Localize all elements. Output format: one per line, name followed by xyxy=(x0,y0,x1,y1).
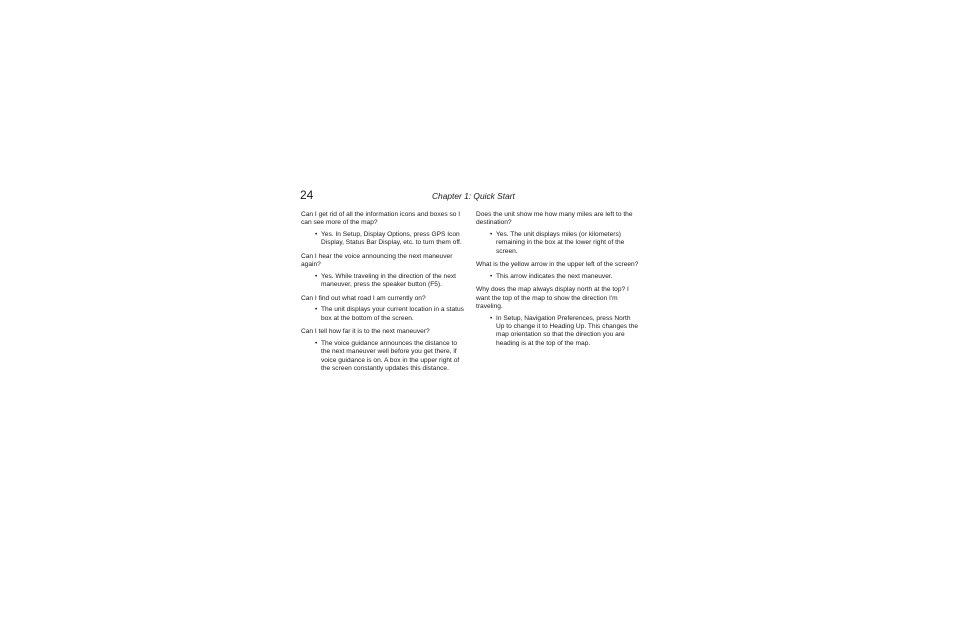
page-number: 24 xyxy=(300,188,314,202)
bullet-icon: • xyxy=(315,272,318,280)
faq-answer xyxy=(301,273,465,290)
bullet-icon: • xyxy=(315,339,318,347)
faq-answer-text: Yes. While traveling in the direction of the next maneuver, press the speaker button (F5). xyxy=(321,272,457,289)
bullet-icon: • xyxy=(490,314,493,322)
faq-question: What is the yellow arrow in the upper left of the screen? xyxy=(476,261,639,269)
faq-answer-text: The voice guidance announces the distance to the next maneuver well before you get there, if voice guidance is on. A box in the upper right of the screen constantly updates this distance. xyxy=(321,339,460,372)
faq-question: Can I hear the voice announcing the next maneuver again? xyxy=(301,252,453,269)
right-column xyxy=(476,211,640,353)
faq-answer xyxy=(476,315,640,348)
faq-answer xyxy=(301,340,465,373)
bullet-icon: • xyxy=(315,231,318,239)
faq-question: Why does the map always display north at the top? I want the top of the map to show the direction I'm traveling. xyxy=(476,286,629,310)
bullet-icon: • xyxy=(315,306,318,314)
faq-question: Can I find out what road I am currently on? xyxy=(301,294,426,302)
faq-answer-text: Yes. In Setup, Display Options, press GPS Icon Display, Status Bar Display, etc. to turn them off. xyxy=(321,231,462,247)
faq-item xyxy=(476,211,640,256)
chapter-title: Chapter 1: Quick Start xyxy=(432,191,515,201)
faq-answer-text: The unit displays your current location in a status box at the bottom of the screen. xyxy=(321,306,464,322)
left-column xyxy=(301,211,465,378)
faq-answer xyxy=(301,231,465,248)
faq-item xyxy=(301,328,465,373)
faq-answer xyxy=(476,273,640,281)
faq-question: Can I tell how far it is to the next maneuver? xyxy=(301,328,430,336)
faq-question: Does the unit show me how many miles are left to the destination? xyxy=(476,211,633,227)
faq-answer-text: Yes. The unit displays miles (or kilometers) remaining in the box at the lower right of the screen. xyxy=(496,231,625,255)
bullet-icon: • xyxy=(490,231,493,239)
faq-item xyxy=(301,211,465,248)
faq-item xyxy=(301,295,465,323)
faq-item xyxy=(476,261,640,281)
bullet-icon: • xyxy=(490,272,493,280)
faq-answer xyxy=(476,231,640,256)
faq-answer-text: This arrow indicates the next maneuver. xyxy=(496,272,613,280)
faq-answer xyxy=(301,306,465,323)
faq-item xyxy=(476,286,640,348)
faq-answer-text: In Setup, Navigation Preferences, press North Up to change it to Heading Up. This changes the map orientation so that the direction you are heading is at the top of the map. xyxy=(496,314,639,347)
faq-question: Can I get rid of all the information icons and boxes so I can see more of the map? xyxy=(301,211,461,227)
faq-item xyxy=(301,253,465,290)
